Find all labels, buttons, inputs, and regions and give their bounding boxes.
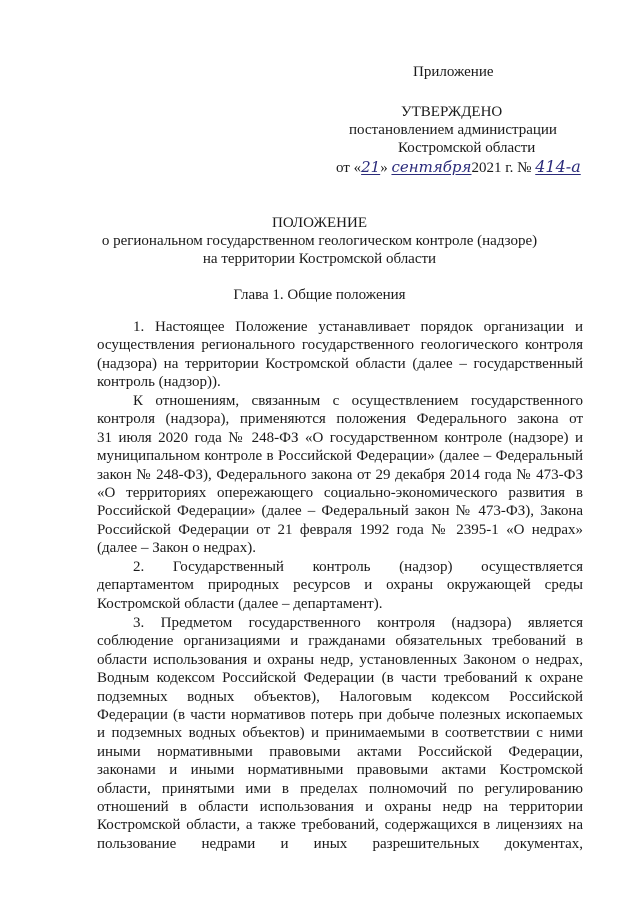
text-line: отношений в области использования и охраны недр на территории [97, 799, 583, 816]
text-line: К отношениям, связанным с осуществлением государственного [133, 393, 583, 409]
text-line: Водным кодексом Российской Федерации (в части требований к охране [97, 670, 583, 687]
resolution-label: постановлением администрации [349, 122, 557, 138]
text-line: подземных водных объектов), Налоговым кодексом Российской [97, 688, 583, 705]
text-line: области использования и охраны недр, установленных Законом о недрах, [97, 651, 583, 668]
text-line: (далее – Закон о недрах). [97, 540, 256, 557]
date-separator: » [380, 160, 388, 176]
text-line: контроля (надзора), применяются положения Федерального закона от [97, 411, 583, 428]
approved-label: УТВЕРЖДЕНО [401, 104, 503, 120]
date-day: 21 [361, 158, 381, 176]
document-subtitle-line1: о региональном государственном геологическом контроле (надзоре) [101, 233, 538, 249]
date-month: сентября [391, 158, 472, 176]
text-line: «О территориях опережающего социально-экономического развития в [97, 485, 583, 502]
paragraph-4 [97, 614, 583, 853]
text-line: муниципальном контроле в Российской Федерации» (далее – Федеральный [97, 448, 583, 465]
text-line: иными нормативными правовыми актами Российской Федерации, [97, 743, 583, 760]
text-line: контроль (надзор)). [97, 374, 221, 391]
text-line: Российской Федерации» (далее – Федеральный закон № 473-ФЗ), Закона [97, 503, 583, 520]
document-title: ПОЛОЖЕНИЕ [272, 215, 367, 231]
text-line: 1. Настоящее Положение устанавливает порядок организации и [133, 319, 583, 335]
paragraph-3 [97, 558, 583, 613]
text-line: и подземных водных объектов) и принимаемыми в соответствии с ними [97, 725, 583, 742]
text-line: 2. Государственный контроль (надзор) осуществляется [133, 559, 583, 575]
document-subtitle-line2: на территории Костромской области [202, 251, 437, 267]
text-line: осуществления регионального государственного геологического контроля [97, 337, 583, 354]
date-prefix: от « [336, 160, 362, 176]
region-label: Костромской области [398, 140, 536, 156]
text-line: 3. Предметом государственного контроля (надзора) является [133, 615, 583, 631]
paragraph-1 [97, 318, 583, 392]
text-line: департаментом природных ресурсов и охраны окружающей среды [97, 577, 583, 594]
text-line: пользование недрами и иных разрешительных документах, [97, 835, 583, 852]
text-line: области, принятыми ими в пределах полномочий по регулированию [97, 780, 583, 797]
text-line: Российской Федерации от 21 февраля 1992 года № 2395-1 «О недрах» [97, 521, 583, 538]
paragraph-2 [97, 392, 583, 558]
text-line: 31 июля 2020 года № 248-ФЗ «О государственном контроле (надзоре) и [97, 429, 583, 446]
text-line: (надзора) на территории Костромской области (далее – государственный [97, 355, 583, 372]
text-line: законами и иными нормативными правовыми актами Костромской [97, 762, 583, 779]
text-line: Федерации (в части нормативов потерь при добыче полезных ископаемых [97, 707, 583, 724]
text-line: соблюдение организациями и гражданами обязательных требований в [97, 633, 583, 650]
document-number: 414-а [535, 157, 581, 176]
text-line: закон № 248-ФЗ), Федерального закона от 29 декабря 2014 года № 473-ФЗ [97, 466, 583, 483]
text-line: Костромской области, а также требований, содержащихся в лицензиях на [97, 817, 583, 834]
appendix-label: Приложение [413, 64, 494, 80]
text-line: Костромской области (далее – департамент). [97, 595, 383, 612]
resolution-date [336, 158, 581, 177]
date-year: 2021 г. № [471, 160, 532, 176]
chapter-heading: Глава 1. Общие положения [233, 287, 406, 303]
